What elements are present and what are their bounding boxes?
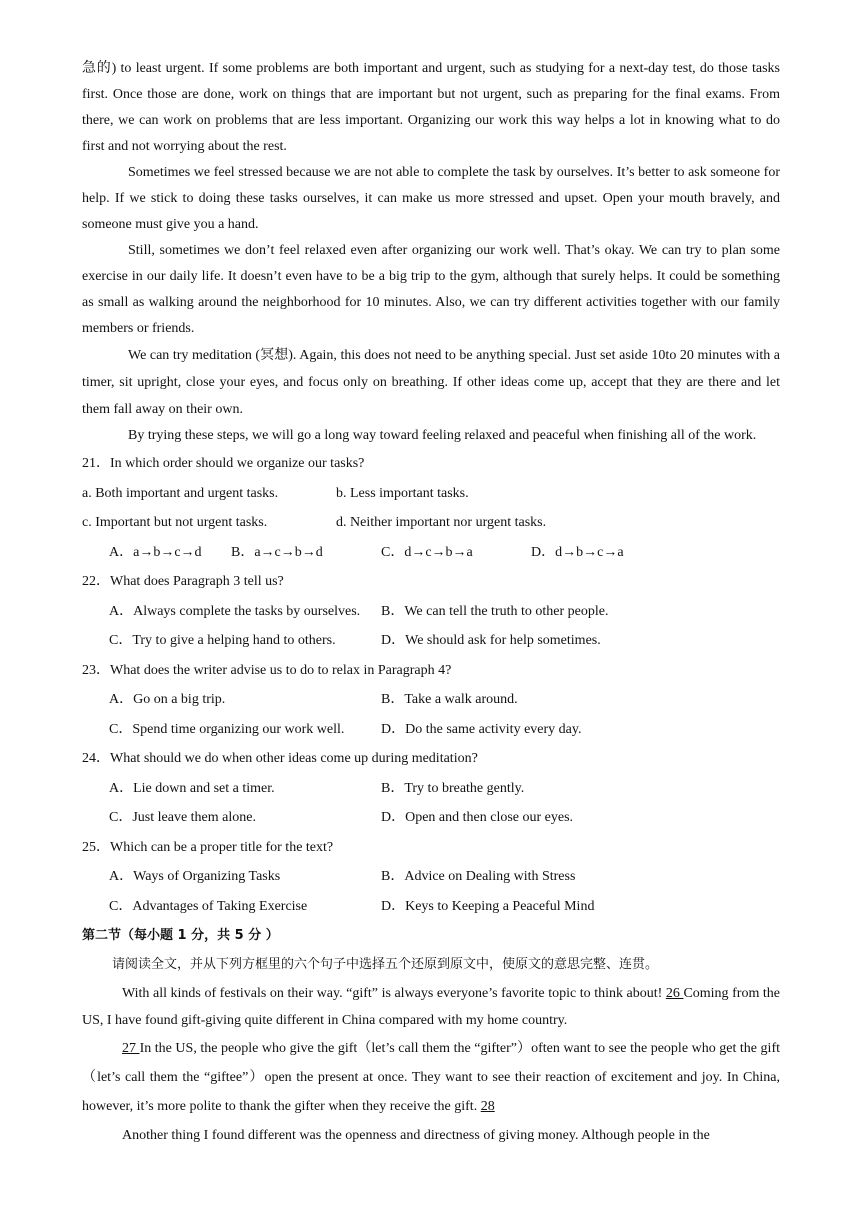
q23-options: [82, 685, 780, 744]
task-list: [82, 479, 780, 538]
task-d: d. Neither important nor urgent tasks.: [336, 515, 547, 530]
q22-options: [82, 597, 780, 656]
task-a: a. Both important and urgent tasks.: [82, 485, 279, 501]
exam-page: [82, 56, 780, 1150]
option-c[interactable]: C．Advantages of Taking Exercise: [109, 898, 308, 914]
question-24: 24．What should we do when other ideas come up during meditation?: [82, 751, 478, 766]
option-b[interactable]: B．We can tell the truth to other people.: [381, 603, 609, 619]
passage-paragraph: We can try meditation (冥想). Again, this does not need to be anything special. Just set aside 10to 20 minutes with a timer, sit upright, close your eyes, and focus only on breathing. If other ideas come up, accept that they are there and let them fall away on their own.: [82, 348, 780, 417]
question-23: 23．What does the writer advise us to do to relax in Paragraph 4?: [82, 662, 452, 678]
option-a[interactable]: A．Ways of Organizing Tasks: [109, 869, 281, 884]
option-b[interactable]: B．a→c→b→d: [231, 544, 323, 560]
option-a[interactable]: A．Always complete the tasks by ourselves.: [109, 603, 361, 619]
q21-options: [82, 538, 780, 568]
option-c[interactable]: C．Try to give a helping hand to others.: [109, 633, 336, 648]
option-d[interactable]: D．Open and then close our eyes.: [381, 810, 574, 825]
option-c[interactable]: C．d→c→b→a: [381, 544, 473, 560]
question-25: 25．Which can be a proper title for the text?: [82, 839, 334, 855]
task-b: b. Less important tasks.: [336, 485, 469, 501]
q24-options: [82, 774, 780, 833]
question-22: 22．What does Paragraph 3 tell us?: [82, 574, 284, 589]
passage-paragraph: Sometimes we feel stressed because we are not able to complete the task by ourselves. It’s better to ask someone for help. If we stick to doing these tasks ourselves, it can make us more stressed and upset. Open your mouth bravely, and someone must give you a hand.: [82, 165, 780, 232]
passage2-paragraph: 27 In the US, the people who give the gift（let’s call them the “gifter”）often want to see the people who get the gift（let’s call them the “giftee”）open the present at once. They want to see their reaction of excitement and joy. In China, however, it’s more polite to thank the gifter when they receive the gift. 28: [82, 1041, 781, 1114]
option-d[interactable]: D．Do the same activity every day.: [381, 721, 582, 737]
passage2-paragraph: With all kinds of festivals on their way. “gift” is always everyone’s favorite topic to think about! 26 Coming from the US, I have found gift-giving quite different in China compared with my home country.: [82, 986, 780, 1028]
passage-paragraph: By trying these steps, we will go a long way toward feeling relaxed and peaceful when finishing all of the work.: [128, 428, 757, 443]
option-c[interactable]: C．Spend time organizing our work well.: [109, 721, 345, 737]
option-d[interactable]: D．Keys to Keeping a Peaceful Mind: [381, 898, 595, 914]
option-d[interactable]: D．We should ask for help sometimes.: [381, 633, 601, 648]
blank-26[interactable]: 26: [665, 986, 684, 1001]
passage-paragraph: Still, sometimes we don’t feel relaxed even after organizing our work well. That’s okay. We can try to plan some exercise in our daily life. It doesn’t even have to be a big trip to the gym, although that surely helps. It could be something as small as walking around the neighborhood for 10 minutes. Also, we can try different activities together with our family members or friends.: [82, 243, 780, 336]
option-b[interactable]: B．Advice on Dealing with Stress: [381, 869, 576, 884]
task-c: c. Important but not urgent tasks.: [82, 515, 268, 530]
section-heading: 第二节（每小题 1 分，共 5 分 ）: [82, 928, 279, 943]
option-b[interactable]: B．Take a walk around.: [381, 692, 518, 707]
blank-28[interactable]: 28: [480, 1099, 495, 1114]
option-a[interactable]: A．a→b→c→d: [109, 544, 202, 560]
blank-27[interactable]: 27: [122, 1041, 140, 1056]
option-a[interactable]: A．Lie down and set a timer.: [109, 780, 275, 796]
q25-options: [82, 862, 780, 921]
section-instruction: 请阅读全文，并从下列方框里的六个句子中选择五个还原到原文中，使原文的意思完整、连贯。: [112, 957, 659, 972]
option-b[interactable]: B．Try to breathe gently.: [381, 780, 525, 796]
option-d[interactable]: D．d→b→c→a: [531, 544, 624, 560]
option-c[interactable]: C．Just leave them alone.: [109, 810, 256, 825]
option-a[interactable]: A．Go on a big trip.: [109, 692, 226, 707]
passage-paragraph: 急的) to least urgent. If some problems are both important and urgent, such as studying for a next-day test, do those tasks first. Once those are done, work on things that are important but not urgent, such as preparing for the final exams. From there, we can work on problems that are less important. Organizing our work this way helps a lot in knowing what to do first and not worrying about the rest.: [82, 61, 780, 154]
question-21: 21．In which order should we organize our tasks?: [82, 456, 365, 471]
passage2-paragraph: Another thing I found different was the openness and directness of giving money. Although people in the: [122, 1128, 710, 1143]
